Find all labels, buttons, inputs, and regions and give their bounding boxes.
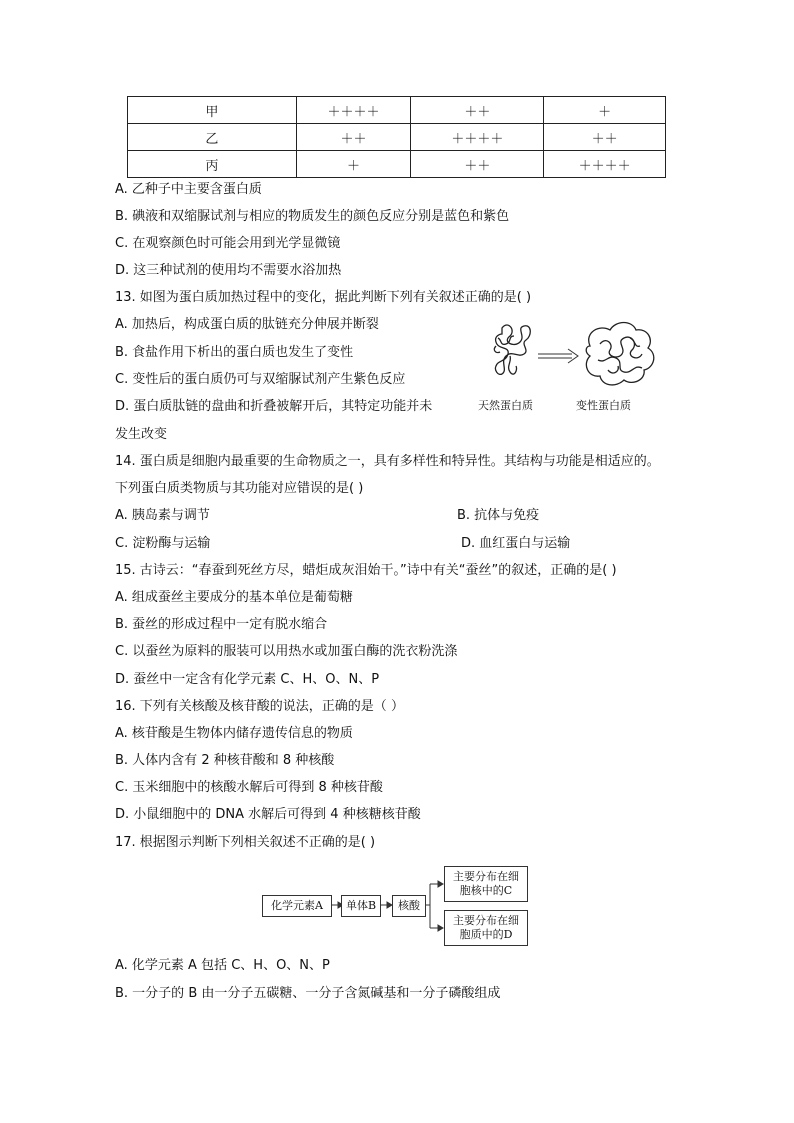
q16-option-a: A. 核苷酸是生物体内储存遗传信息的物质 xyxy=(115,726,353,741)
element-a-box: 化学元素A xyxy=(262,895,332,917)
table-cell: ＋＋＋＋ xyxy=(296,97,411,124)
table-row xyxy=(128,151,666,178)
q13-option-a: A. 加热后，构成蛋白质的肽链充分伸展并断裂 xyxy=(115,317,379,332)
q12-option-b: B. 碘液和双缩脲试剂与相应的物质发生的颜色反应分别是蓝色和紫色 xyxy=(115,209,510,224)
q16-option-b: B. 人体内含有 2 种核苷酸和 8 种核酸 xyxy=(115,753,335,768)
table-cell: ＋＋＋＋ xyxy=(544,151,666,178)
table-row xyxy=(128,97,666,124)
native-protein-icon xyxy=(494,325,530,374)
arrow-icon xyxy=(538,349,578,363)
q13-option-d: D. 蛋白质肽链的盘曲和折叠被解开后，其特定功能并未 xyxy=(115,399,433,414)
table-cell: ＋ xyxy=(544,97,666,124)
table-cell: ＋＋ xyxy=(411,97,544,124)
q14-option-c: C. 淀粉酶与运输 xyxy=(115,536,211,551)
q15-option-d: D. 蚕丝中一定含有化学元素 C、H、O、N、P xyxy=(115,672,380,687)
nucleus-c-box: 主要分布在细胞核中的C xyxy=(444,866,528,902)
q13-option-c: C. 变性后的蛋白质仍可与双缩脲试剂产生紫色反应 xyxy=(115,372,406,387)
row-label: 甲 xyxy=(128,97,297,124)
table-cell: ＋＋＋＋ xyxy=(411,124,544,151)
q12-option-d: D. 这三种试剂的使用均不需要水浴加热 xyxy=(115,263,342,278)
table-cell: ＋＋ xyxy=(544,124,666,151)
q16-option-c: C. 玉米细胞中的核酸水解后可得到 8 种核苷酸 xyxy=(115,780,383,795)
q17-option-b: B. 一分子的 B 由一分子五碳糖、一分子含氮碱基和一分子磷酸组成 xyxy=(115,986,501,1001)
q14-option-d: D. 血红蛋白与运输 xyxy=(461,536,571,551)
q12-option-a: A. 乙种子中主要含蛋白质 xyxy=(115,182,262,197)
table-row xyxy=(128,124,666,151)
q13-option-b: B. 食盐作用下析出的蛋白质也发生了变性 xyxy=(115,345,354,360)
row-label: 乙 xyxy=(128,124,297,151)
q16-stem: 16. 下列有关核酸及核苷酸的说法，正确的是（ ） xyxy=(115,699,404,714)
q14-option-b: B. 抗体与免疫 xyxy=(457,508,540,523)
table-cell: ＋＋ xyxy=(296,124,411,151)
table-cell: ＋＋ xyxy=(411,151,544,178)
nucleic-acid-box: 核酸 xyxy=(392,895,426,917)
q12-option-c: C. 在观察颜色时可能会用到光学显微镜 xyxy=(115,236,341,251)
reagent-table xyxy=(127,96,666,178)
q15-option-a: A. 组成蚕丝主要成分的基本单位是葡萄糖 xyxy=(115,590,353,605)
cytoplasm-d-box: 主要分布在细胞质中的D xyxy=(444,910,528,946)
q17-option-a: A. 化学元素 A 包括 C、H、O、N、P xyxy=(115,958,330,973)
q13-option-d-cont: 发生改变 xyxy=(115,427,168,442)
q17-stem: 17. 根据图示判断下列相关叙述不正确的是( ) xyxy=(115,835,376,850)
q14-stem-line2: 下列蛋白质类物质与其功能对应错误的是( ) xyxy=(115,481,364,496)
q15-stem: 15. 古诗云：“春蚕到死丝方尽，蜡炬成灰泪始干。”诗中有关“蚕丝”的叙述，正确的是( ) xyxy=(115,563,617,578)
q13-stem: 13. 如图为蛋白质加热过程中的变化，据此判断下列有关叙述正确的是( ) xyxy=(115,290,532,305)
q15-option-b: B. 蚕丝的形成过程中一定有脱水缩合 xyxy=(115,617,328,632)
q16-option-d: D. 小鼠细胞中的 DNA 水解后可得到 4 种核糖核苷酸 xyxy=(115,807,421,822)
table-cell: ＋ xyxy=(296,151,411,178)
denatured-protein-icon xyxy=(586,323,654,385)
fig-label-native: 天然蛋白质 xyxy=(478,399,533,412)
row-label: 丙 xyxy=(128,151,297,178)
monomer-b-box: 单体B xyxy=(341,895,381,917)
q15-option-c: C. 以蚕丝为原料的服装可以用热水或加蛋白酶的洗衣粉洗涤 xyxy=(115,644,458,659)
q14-stem-line1: 14. 蛋白质是细胞内最重要的生命物质之一，具有多样性和特异性。其结构与功能是相适应的。 xyxy=(115,454,660,469)
fig-label-denatured: 变性蛋白质 xyxy=(576,399,631,412)
protein-denaturation-figure xyxy=(480,316,670,396)
q14-option-a: A. 胰岛素与调节 xyxy=(115,508,210,523)
